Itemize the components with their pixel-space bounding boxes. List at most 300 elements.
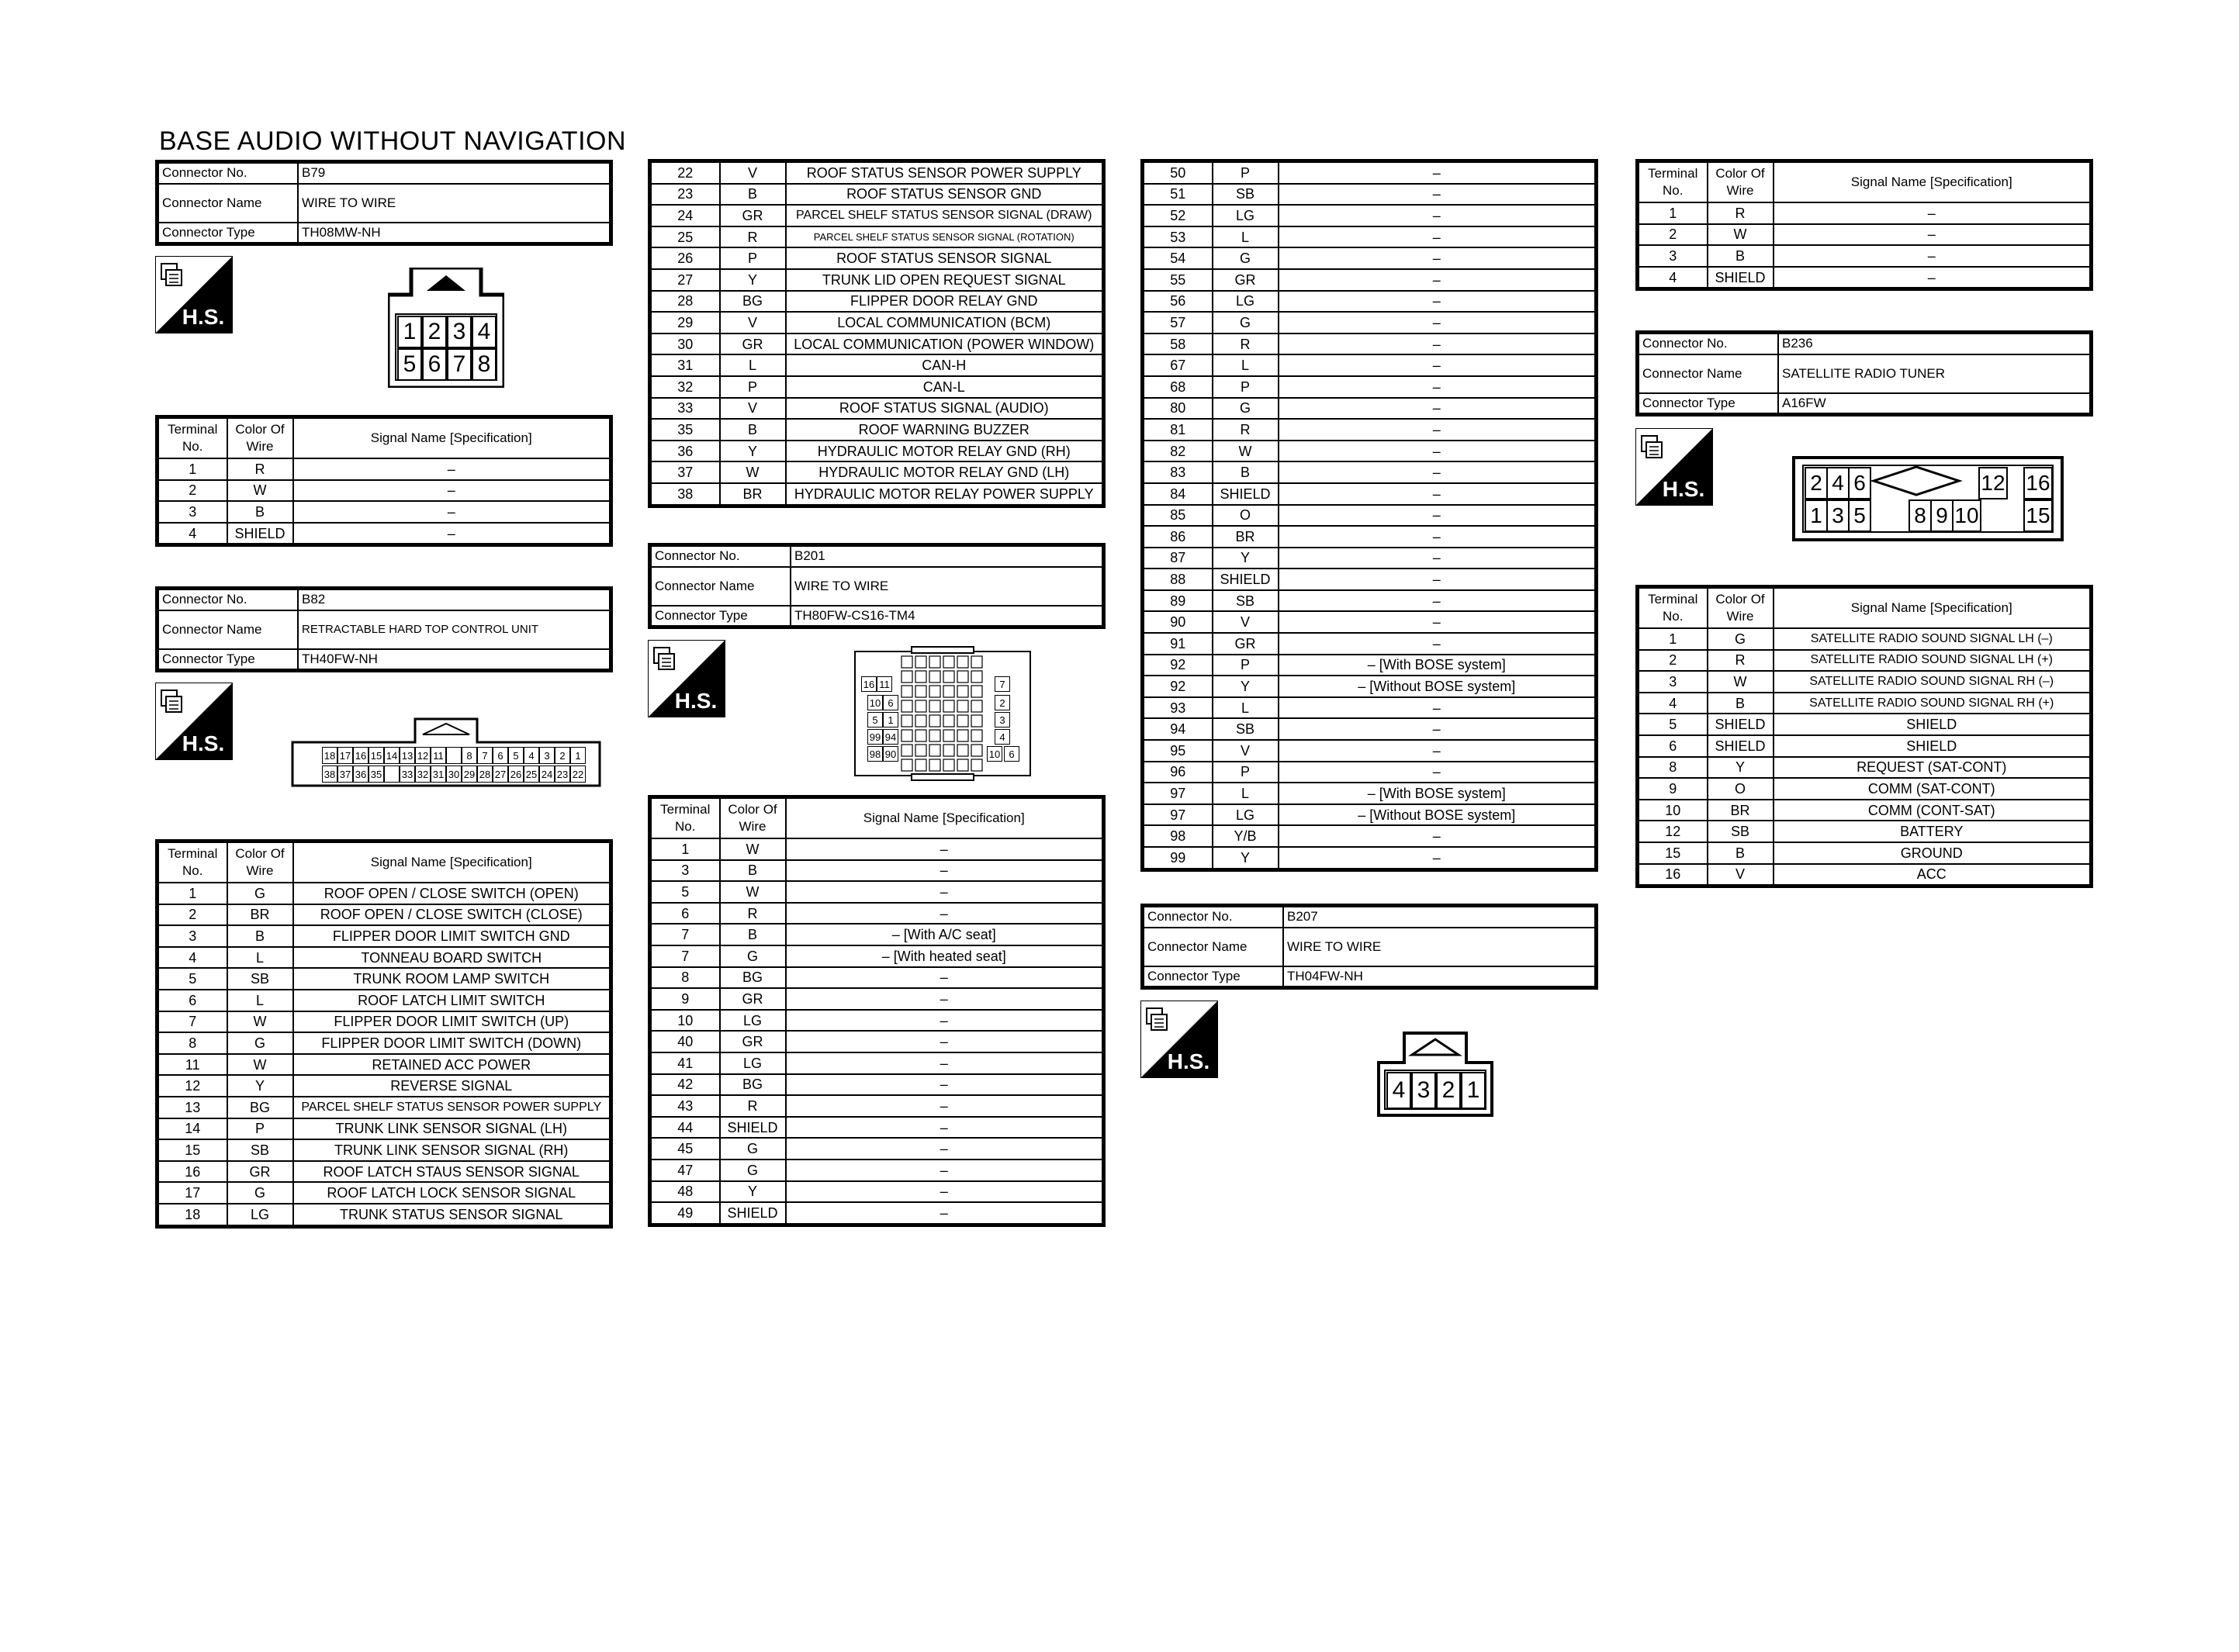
signal-name-cell: – <box>1279 269 1597 291</box>
wire-color-cell: GR <box>720 988 786 1010</box>
table-row <box>1143 804 1597 826</box>
b201-cavity <box>901 656 912 668</box>
b201-pin: 3 <box>995 712 1010 728</box>
table-row <box>1638 821 2092 842</box>
signal-name-cell: – <box>786 1202 1104 1225</box>
header-terminal: Terminal No. <box>157 417 227 459</box>
wire-color-cell: L <box>1213 354 1279 376</box>
b207-connector-info <box>1140 904 1598 990</box>
wire-color-cell: L <box>1213 783 1279 804</box>
signal-name-cell: – <box>1279 505 1597 527</box>
wire-color-cell: R <box>720 226 786 248</box>
terminal-cell: 4 <box>157 947 227 969</box>
label-connector-type: Connector Type <box>650 606 791 627</box>
hs-icon <box>1635 428 1713 506</box>
signal-name-cell: – <box>786 1160 1104 1181</box>
signal-name-cell: ROOF STATUS SENSOR GND <box>786 184 1104 206</box>
terminal-cell: 47 <box>650 1160 720 1181</box>
signal-name-cell: TRUNK ROOM LAMP SWITCH <box>293 968 611 990</box>
table-row <box>650 291 1104 313</box>
table-row <box>650 988 1104 1010</box>
wire-color-cell: P <box>1213 376 1279 398</box>
label-connector-type: Connector Type <box>157 223 299 244</box>
terminal-cell: 17 <box>157 1182 227 1204</box>
terminal-cell: 2 <box>157 480 227 502</box>
signal-name-cell: TRUNK LID OPEN REQUEST SIGNAL <box>786 269 1104 291</box>
signal-name-cell: REVERSE SIGNAL <box>293 1075 611 1097</box>
terminal-cell: 85 <box>1143 505 1213 527</box>
table-row <box>1143 247 1597 269</box>
b201-cavity <box>901 686 912 697</box>
table-row <box>157 947 611 969</box>
signal-name-cell: FLIPPER DOOR LIMIT SWITCH (DOWN) <box>293 1032 611 1054</box>
signal-name-cell: – <box>786 1095 1104 1117</box>
terminal-cell: 2 <box>1638 650 1708 672</box>
terminal-cell: 28 <box>650 291 720 313</box>
terminal-cell: 1 <box>650 838 720 860</box>
terminal-cell: 7 <box>650 945 720 967</box>
wire-color-cell: LG <box>1213 291 1279 313</box>
b201-cavity <box>901 730 912 741</box>
wire-color-cell: R <box>1708 650 1774 672</box>
table-row <box>157 883 611 904</box>
b201-cavity <box>901 671 912 683</box>
wire-color-cell: B <box>720 419 786 441</box>
terminal-cell: 53 <box>1143 226 1213 248</box>
signal-name-cell: PARCEL SHELF STATUS SENSOR SIGNAL (ROTATION) <box>786 226 1104 248</box>
b79-pin: 2 <box>422 316 447 348</box>
signal-name-cell: – <box>1774 267 2092 289</box>
wire-color-cell: P <box>1213 161 1279 184</box>
table-row <box>1638 267 2092 289</box>
table-row <box>157 1097 611 1118</box>
terminal-cell: 81 <box>1143 419 1213 441</box>
wire-color-cell: G <box>720 1160 786 1181</box>
table-row <box>650 354 1104 376</box>
signal-name-cell: PARCEL SHELF STATUS SENSOR POWER SUPPLY <box>293 1097 611 1118</box>
b82-pin: 17 <box>337 747 353 764</box>
signal-name-cell: – <box>1279 441 1597 462</box>
table-row <box>1143 569 1597 590</box>
wire-color-cell: V <box>1708 864 1774 886</box>
wire-color-cell: G <box>720 945 786 967</box>
wire-color-cell: G <box>720 1138 786 1160</box>
wire-color-cell: SHIELD <box>1708 714 1774 735</box>
table-row <box>157 1032 611 1054</box>
b82-pin: 23 <box>555 766 570 783</box>
wire-color-cell: V <box>720 398 786 420</box>
terminal-cell: 67 <box>1143 354 1213 376</box>
b201-cavity <box>901 759 912 771</box>
terminal-cell: 92 <box>1143 676 1213 697</box>
b82-terminal-table <box>155 839 613 1229</box>
table-row <box>157 458 611 480</box>
b201-pin: 4 <box>995 729 1010 745</box>
terminal-cell: 31 <box>650 354 720 376</box>
terminal-cell: 4 <box>1638 693 1708 714</box>
table-row <box>1143 354 1597 376</box>
signal-name-cell: ROOF LATCH LOCK SENSOR SIGNAL <box>293 1182 611 1204</box>
wire-color-cell: SB <box>1213 590 1279 612</box>
terminal-cell: 86 <box>1143 526 1213 548</box>
table-row <box>157 968 611 990</box>
table-row <box>1143 611 1597 633</box>
b201-cavity <box>971 700 982 712</box>
b207-pin: 2 <box>1436 1072 1461 1109</box>
b82-pin: 27 <box>493 766 508 783</box>
header-color: Color Of Wire <box>227 842 293 883</box>
b201-cavity <box>929 715 940 727</box>
terminal-cell: 18 <box>157 1204 227 1226</box>
signal-name-cell: LOCAL COMMUNICATION (POWER WINDOW) <box>786 334 1104 355</box>
b82-connector-info <box>155 586 613 672</box>
b201-cavity <box>971 671 982 683</box>
b236-pin: 10 <box>1952 499 1981 532</box>
header-terminal: Terminal No. <box>1638 161 1708 203</box>
table-row <box>650 1181 1104 1203</box>
signal-name-cell: HYDRAULIC MOTOR RELAY GND (LH) <box>786 461 1104 483</box>
signal-name-cell: COMM (SAT-CONT) <box>1774 778 2092 800</box>
table-row <box>1638 628 2092 650</box>
b82-pin: 3 <box>539 747 555 764</box>
b207-terminal-table <box>1635 159 2093 291</box>
signal-name-cell: – <box>1279 334 1597 355</box>
b82-connector-no: B82 <box>298 589 611 610</box>
signal-name-cell: – <box>1774 245 2092 267</box>
table-row <box>650 945 1104 967</box>
signal-name-cell: ROOF LATCH STAUS SENSOR SIGNAL <box>293 1161 611 1183</box>
terminal-cell: 45 <box>650 1138 720 1160</box>
wire-color-cell: Y <box>720 269 786 291</box>
signal-name-cell: – <box>1279 740 1597 762</box>
wire-color-cell: Y <box>720 1181 786 1203</box>
table-row <box>1638 735 2092 757</box>
wire-color-cell: R <box>227 458 293 480</box>
signal-name-cell: – [Without BOSE system] <box>1279 676 1597 697</box>
table-row <box>1143 483 1597 505</box>
label-connector-name: Connector Name <box>1638 354 1779 393</box>
b79-connector-no: B79 <box>298 162 611 184</box>
table-row <box>650 184 1104 206</box>
b201-cavity <box>971 715 982 727</box>
wire-color-cell: Y <box>1708 757 1774 779</box>
b82-pin: 38 <box>322 766 337 783</box>
signal-name-cell: – <box>1279 590 1597 612</box>
b236-pin: 8 <box>1909 499 1932 532</box>
b201-pin: 10 <box>987 746 1002 762</box>
b82-pin: 18 <box>322 747 337 764</box>
b82-terminal-table-continued <box>648 159 1106 508</box>
signal-name-cell: – [With A/C seat] <box>786 924 1104 945</box>
terminal-cell: 3 <box>1638 245 1708 267</box>
b201-cavity <box>971 730 982 741</box>
table-row <box>650 903 1104 924</box>
b79-connector-info <box>155 160 613 246</box>
table-row <box>650 226 1104 248</box>
b201-cavity <box>957 730 968 741</box>
table-row <box>650 398 1104 420</box>
b82-connector-name: RETRACTABLE HARD TOP CONTROL UNIT <box>298 610 611 649</box>
b82-pin: 32 <box>415 766 431 783</box>
b201-cavity <box>901 715 912 727</box>
b201-cavity <box>971 656 982 668</box>
terminal-cell: 16 <box>157 1161 227 1183</box>
signal-name-cell: – <box>786 1117 1104 1139</box>
signal-name-cell: – <box>786 1031 1104 1052</box>
wire-color-cell: BG <box>227 1097 293 1118</box>
terminal-cell: 96 <box>1143 762 1213 783</box>
signal-name-cell: – <box>1279 825 1597 847</box>
b82-pin <box>446 747 462 764</box>
terminal-cell: 97 <box>1143 783 1213 804</box>
signal-name-cell: – <box>1279 461 1597 483</box>
table-row <box>650 881 1104 903</box>
table-row <box>1638 245 2092 267</box>
table-row <box>1638 757 2092 779</box>
terminal-cell: 88 <box>1143 569 1213 590</box>
terminal-cell: 3 <box>157 925 227 947</box>
table-row <box>157 1011 611 1033</box>
table-row <box>1143 676 1597 697</box>
terminal-cell: 91 <box>1143 633 1213 655</box>
table-row <box>157 925 611 947</box>
wire-color-cell: B <box>227 925 293 947</box>
terminal-cell: 5 <box>650 881 720 903</box>
b82-pin: 28 <box>477 766 493 783</box>
terminal-cell: 1 <box>1638 202 1708 224</box>
b201-pin: 16 <box>861 676 877 692</box>
b79-connector-face <box>388 268 504 388</box>
signal-name-cell: – <box>293 523 611 545</box>
b201-cavity <box>957 671 968 683</box>
wire-color-cell: O <box>1213 505 1279 527</box>
signal-name-cell: TRUNK LINK SENSOR SIGNAL (LH) <box>293 1118 611 1140</box>
terminal-cell: 8 <box>650 967 720 989</box>
terminal-cell: 98 <box>1143 825 1213 847</box>
b236-pin: 6 <box>1848 467 1871 499</box>
wire-color-cell: B <box>1708 245 1774 267</box>
wire-color-cell: Y <box>227 1075 293 1097</box>
table-row <box>650 161 1104 184</box>
terminal-cell: 3 <box>1638 671 1708 693</box>
b201-cavity <box>957 700 968 712</box>
b79-pin: 7 <box>447 348 472 381</box>
wire-color-cell: SHIELD <box>1708 735 1774 757</box>
b201-pin: 10 <box>867 695 883 710</box>
table-row <box>1638 224 2092 246</box>
signal-name-cell: – <box>1279 184 1597 206</box>
terminal-cell: 15 <box>1638 842 1708 864</box>
terminal-cell: 2 <box>1638 224 1708 246</box>
b201-cavity <box>943 656 954 668</box>
b201-cavity <box>971 745 982 756</box>
wire-color-cell: G <box>1708 628 1774 650</box>
table-row <box>650 1010 1104 1032</box>
wire-color-cell: LG <box>1213 804 1279 826</box>
wire-color-cell: SHIELD <box>227 523 293 545</box>
wire-color-cell: W <box>720 838 786 860</box>
b236-connector-face <box>1792 456 2064 541</box>
b201-cavity <box>943 745 954 756</box>
table-row <box>157 523 611 545</box>
signal-name-cell: – [With BOSE system] <box>1279 783 1597 804</box>
signal-name-cell: – <box>786 881 1104 903</box>
table-row <box>650 312 1104 334</box>
table-row <box>157 1054 611 1076</box>
signal-name-cell: – <box>786 1138 1104 1160</box>
signal-name-cell: – <box>786 1181 1104 1203</box>
b236-pin: 2 <box>1805 467 1828 499</box>
wire-color-cell: W <box>1213 441 1279 462</box>
table-row <box>157 1204 611 1226</box>
wire-color-cell: SB <box>227 968 293 990</box>
signal-name-cell: – <box>786 860 1104 882</box>
terminal-cell: 6 <box>650 903 720 924</box>
terminal-cell: 4 <box>1638 267 1708 289</box>
wire-color-cell: GR <box>1213 633 1279 655</box>
b82-pin: 33 <box>400 766 415 783</box>
signal-name-cell: – <box>1279 419 1597 441</box>
terminal-cell: 3 <box>650 860 720 882</box>
terminal-cell: 22 <box>650 161 720 184</box>
b201-pin: 6 <box>883 695 898 710</box>
b82-pin: 30 <box>446 766 462 783</box>
signal-name-cell: ROOF STATUS SENSOR POWER SUPPLY <box>786 161 1104 184</box>
wire-color-cell: BR <box>1213 526 1279 548</box>
wire-color-cell: V <box>720 161 786 184</box>
b79-pin: 3 <box>447 316 472 348</box>
wire-color-cell: P <box>720 247 786 269</box>
b236-connector-name: SATELLITE RADIO TUNER <box>1778 354 2092 393</box>
b79-pin: 1 <box>397 316 422 348</box>
table-row <box>1143 205 1597 226</box>
table-row <box>1143 419 1597 441</box>
b207-pin: 1 <box>1461 1072 1486 1109</box>
b236-pin: 15 <box>2023 499 2053 532</box>
table-row <box>1638 778 2092 800</box>
wire-color-cell: BR <box>1708 800 1774 821</box>
signal-name-cell: LOCAL COMMUNICATION (BCM) <box>786 312 1104 334</box>
table-row <box>650 1031 1104 1052</box>
terminal-cell: 92 <box>1143 655 1213 676</box>
wire-color-cell: R <box>1708 202 1774 224</box>
signal-name-cell: – <box>1279 718 1597 740</box>
table-row <box>650 838 1104 860</box>
table-row <box>1143 269 1597 291</box>
signal-name-cell: SATELLITE RADIO SOUND SIGNAL RH (–) <box>1774 671 2092 693</box>
signal-name-cell: – <box>786 1010 1104 1032</box>
b201-cavity <box>915 656 926 668</box>
header-terminal: Terminal No. <box>157 842 227 883</box>
b82-pin: 4 <box>524 747 539 764</box>
terminal-cell: 32 <box>650 376 720 398</box>
signal-name-cell: – <box>1774 202 2092 224</box>
page-title: BASE AUDIO WITHOUT NAVIGATION <box>159 126 627 156</box>
table-row <box>650 461 1104 483</box>
wire-color-cell: V <box>1213 740 1279 762</box>
terminal-cell: 8 <box>1638 757 1708 779</box>
table-row <box>1143 847 1597 869</box>
terminal-cell: 23 <box>650 184 720 206</box>
terminal-cell: 95 <box>1143 740 1213 762</box>
signal-name-cell: – <box>786 1074 1104 1096</box>
wire-color-cell: L <box>227 947 293 969</box>
wire-color-cell: B <box>1213 461 1279 483</box>
terminal-cell: 84 <box>1143 483 1213 505</box>
signal-name-cell: – [With heated seat] <box>786 945 1104 967</box>
b201-connector-info <box>648 543 1106 629</box>
b201-pin: 94 <box>883 729 898 745</box>
b79-terminal-table <box>155 415 613 547</box>
b207-connector-face <box>1377 1032 1493 1117</box>
table-row <box>650 1074 1104 1096</box>
wire-color-cell: L <box>227 990 293 1011</box>
header-signal: Signal Name [Specification] <box>786 797 1104 839</box>
label-connector-name: Connector Name <box>1143 928 1284 966</box>
signal-name-cell: HYDRAULIC MOTOR RELAY GND (RH) <box>786 441 1104 462</box>
b236-connector-info <box>1635 330 2093 416</box>
b82-pin: 24 <box>539 766 555 783</box>
b82-pin: 15 <box>369 747 384 764</box>
terminal-cell: 16 <box>1638 864 1708 886</box>
terminal-cell: 97 <box>1143 804 1213 826</box>
table-row <box>1638 650 2092 672</box>
b236-pin: 12 <box>1978 467 2008 499</box>
b201-cavity <box>943 730 954 741</box>
b201-cavity <box>971 686 982 697</box>
wire-color-cell: V <box>720 312 786 334</box>
signal-name-cell: TONNEAU BOARD SWITCH <box>293 947 611 969</box>
signal-name-cell: CAN-H <box>786 354 1104 376</box>
wire-color-cell: P <box>720 376 786 398</box>
signal-name-cell: – <box>293 458 611 480</box>
table-row <box>1143 226 1597 248</box>
terminal-cell: 55 <box>1143 269 1213 291</box>
wire-color-cell: W <box>1708 224 1774 246</box>
signal-name-cell: SATELLITE RADIO SOUND SIGNAL RH (+) <box>1774 693 2092 714</box>
b79-pin: 6 <box>422 348 447 381</box>
table-row <box>650 334 1104 355</box>
terminal-cell: 38 <box>650 483 720 506</box>
label-connector-name: Connector Name <box>157 184 299 223</box>
terminal-cell: 1 <box>1638 628 1708 650</box>
label-connector-type: Connector Type <box>157 649 299 671</box>
label-connector-name: Connector Name <box>157 610 299 649</box>
terminal-cell: 12 <box>157 1075 227 1097</box>
table-row <box>1143 718 1597 740</box>
signal-name-cell: – <box>1279 633 1597 655</box>
table-row <box>650 967 1104 989</box>
hs-label: H.S. <box>674 689 718 713</box>
terminal-cell: 83 <box>1143 461 1213 483</box>
b201-pin: 7 <box>995 676 1010 692</box>
hs-label: H.S. <box>1167 1049 1210 1073</box>
b201-cavity <box>929 759 940 771</box>
b82-pin: 1 <box>570 747 586 764</box>
label-connector-type: Connector Type <box>1638 393 1779 415</box>
b82-pin <box>384 766 400 783</box>
signal-name-cell: SATELLITE RADIO SOUND SIGNAL LH (–) <box>1774 628 2092 650</box>
signal-name-cell: COMM (CONT-SAT) <box>1774 800 2092 821</box>
b236-connector-type: A16FW <box>1778 393 2092 415</box>
b201-cavity <box>915 759 926 771</box>
wire-color-cell: G <box>1213 398 1279 420</box>
terminal-cell: 6 <box>157 990 227 1011</box>
b207-pin: 3 <box>1411 1072 1436 1109</box>
wire-color-cell: W <box>720 881 786 903</box>
table-row <box>1143 697 1597 719</box>
signal-name-cell: – <box>1279 312 1597 334</box>
